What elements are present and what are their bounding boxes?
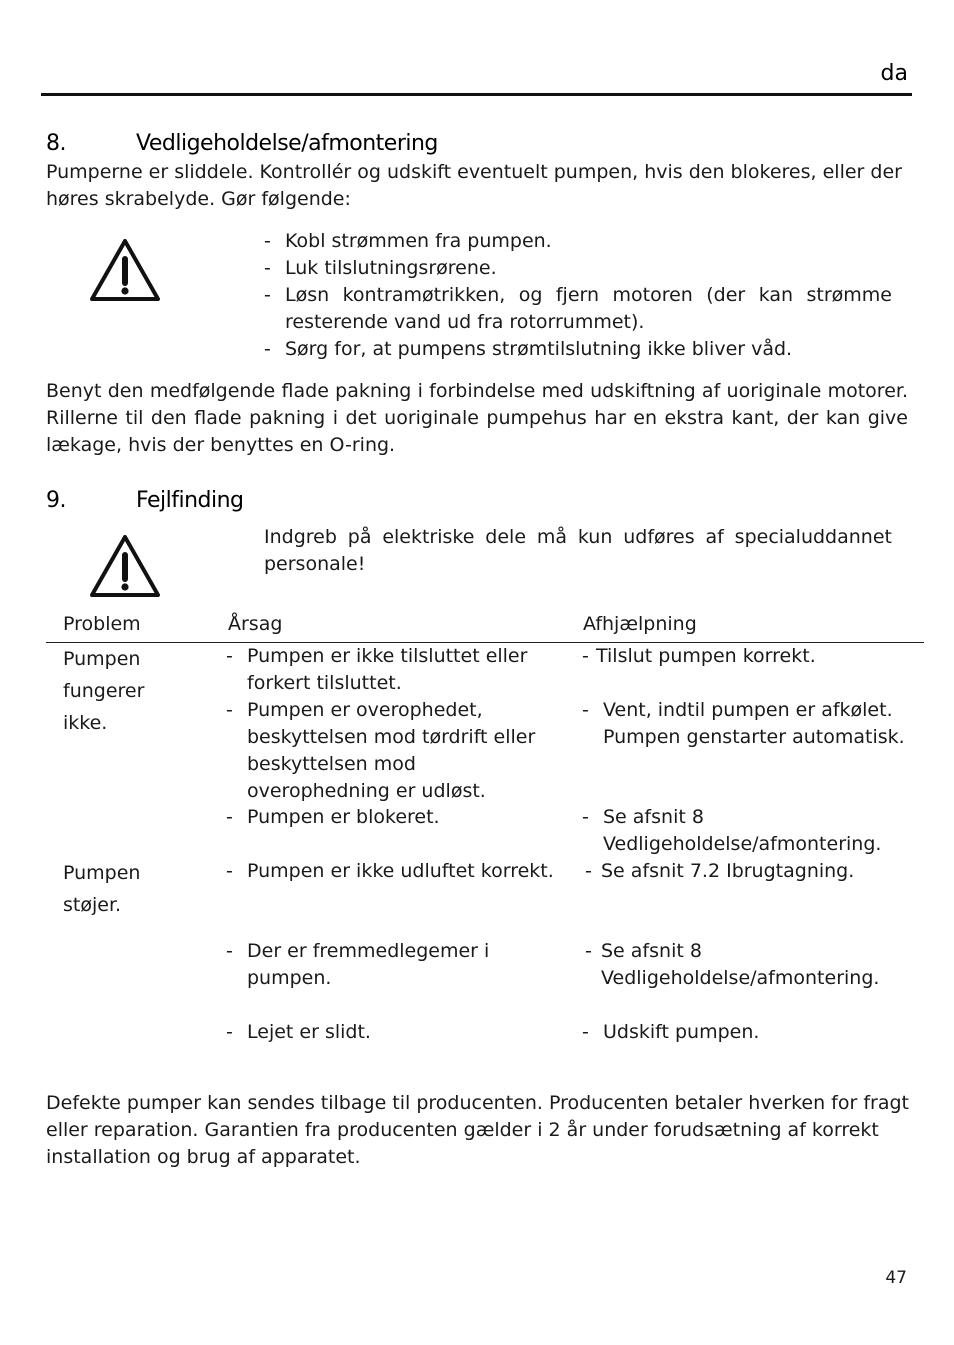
cause-text: - Pumpen er ikke tilsluttet eller forkert tilsluttet. xyxy=(226,643,556,697)
maintenance-step: - Kobl strømmen fra pumpen. xyxy=(264,228,892,255)
remedy-item xyxy=(585,858,915,885)
maintenance-step: - Løsn kontramøtrikken, og fjern motoren (der kan strømme resterende vand ud fra rotorrummet). xyxy=(264,282,892,336)
cause-item xyxy=(226,697,556,805)
table-header-remedy: Afhjælpning xyxy=(583,613,697,635)
cause-item xyxy=(226,643,556,697)
cause-item xyxy=(226,858,556,885)
section-8-note: Benyt den medfølgende flade pakning i forbindelse med udskiftning af uoriginale motorer. Rillerne til den flade pakning i det uoriginale pumpehus har en ekstra kant, der kan give lækage, hvis der benyttes en O-ring. xyxy=(46,380,908,456)
remedy-text: - Vent, indtil pumpen er afkølet. Pumpen genstarter automatisk. xyxy=(582,697,912,751)
remedy-text: - Tilslut pumpen korrekt. xyxy=(582,643,912,670)
section-9-number: 9. xyxy=(46,488,66,513)
maintenance-steps-list xyxy=(264,228,892,363)
warning-triangle-icon xyxy=(89,533,161,599)
cause-item xyxy=(226,1019,556,1046)
page-number: 47 xyxy=(885,1268,907,1288)
remedy-text: - Se afsnit 7.2 Ibrugtagning. xyxy=(585,858,915,885)
section-8-number: 8. xyxy=(46,131,66,156)
language-code: da xyxy=(880,61,908,86)
electrical-warning-text: Indgreb på elektriske dele må kun udføres af specialuddannet personale! xyxy=(264,526,892,575)
maintenance-step: - Luk tilslutningsrørene. xyxy=(264,255,892,282)
cause-text: - Pumpen er blokeret. xyxy=(226,804,556,831)
header-rule xyxy=(41,93,912,96)
cause-text: - Pumpen er overophedet, beskyttelsen mod tørdrift eller beskyttelsen mod overophedning er udløst. xyxy=(226,697,556,805)
cause-text: - Lejet er slidt. xyxy=(226,1019,556,1046)
section-8-heading xyxy=(46,130,646,160)
cause-text: - Pumpen er ikke udluftet korrekt. xyxy=(226,858,556,885)
table-header-problem: Problem xyxy=(63,613,141,635)
problem-noisy: Pumpen støjer. xyxy=(63,862,141,916)
warranty-paragraph: Defekte pumper kan sendes tilbage til producenten. Producenten betaler hverken for fragt eller reparation. Garantien fra producenten gælder i 2 år under forudsætning af korrekt installation og brug af apparatet. xyxy=(46,1092,909,1168)
section-8-intro: Pumperne er sliddele. Kontrollér og udskift eventuelt pumpen, hvis den blokeres, eller der høres skrabelyde. Gør følgende: xyxy=(46,161,902,210)
remedy-item xyxy=(585,938,915,992)
remedy-text: - Se afsnit 8 Vedligeholdelse/afmontering. xyxy=(582,804,912,858)
remedy-item xyxy=(582,1019,912,1046)
warning-triangle-icon xyxy=(89,237,161,303)
remedy-text: - Se afsnit 8 Vedligeholdelse/afmontering. xyxy=(585,938,915,992)
remedy-item xyxy=(582,697,912,751)
remedy-item xyxy=(582,643,912,670)
table-header-cause: Årsag xyxy=(228,613,283,635)
section-8-title: Vedligeholdelse/afmontering xyxy=(136,131,438,156)
cause-text: - Der er fremmedlegemer i pumpen. xyxy=(226,938,556,992)
section-9-title: Fejlfinding xyxy=(136,488,244,513)
section-9-heading xyxy=(46,487,646,517)
maintenance-step: - Sørg for, at pumpens strømtilslutning ikke bliver våd. xyxy=(264,336,892,363)
remedy-text: - Udskift pumpen. xyxy=(582,1019,912,1046)
remedy-item xyxy=(582,804,912,858)
problem-not-working: Pumpen fungerer ikke. xyxy=(63,648,145,734)
cause-item xyxy=(226,938,556,992)
cause-item xyxy=(226,804,556,831)
